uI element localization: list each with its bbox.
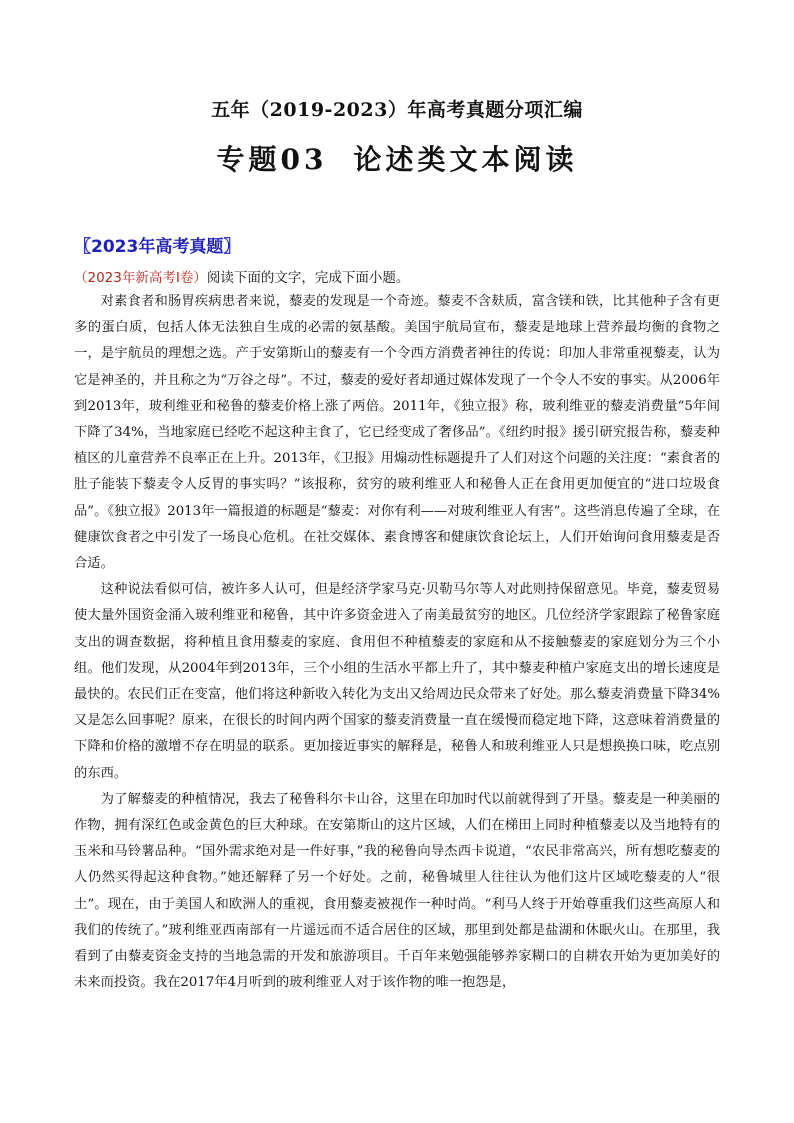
subtitle-topic: 论述类文本阅读 [353, 143, 578, 176]
question-instruction: 阅读下面的文字，完成下面小题。 [206, 270, 410, 286]
section-heading: 〖2023年高考真题〗 [74, 237, 241, 257]
reading-passage [74, 289, 720, 996]
page-subtitle [0, 138, 794, 178]
question-source: （2023年新高考Ⅰ卷） [74, 270, 207, 286]
page-title: 五年（2019-2023）年高考真题分项汇编 [211, 99, 583, 121]
subtitle-prefix: 专题 [216, 143, 281, 176]
question-intro [74, 266, 409, 286]
subtitle-number: 03 [280, 143, 328, 176]
paragraph-1: 对素食者和肠胃疾病患者来说，藜麦的发现是一个奇迹。藜麦不含麸质，富含镁和铁，比其他种子含有更多的蛋白质，包括人体无法独自生成的必需的氨基酸。美国宇航局宣布，藜麦是地球上营养最均衡的食物之一，是宇航员的理想之选。产于安第斯山的藜麦有一个令西方消费者神往的传说：印加人非常重视藜麦，认为它是神圣的，并且称之为“万谷之母”。不过，藜麦的爱好者却通过媒体发现了一个令人不安的事实。从2006年到2013年，玻利维亚和秘鲁的藜麦价格上涨了两倍。2011年，《独立报》称，玻利维亚的藜麦消费量“5年间下降了34%，当地家庭已经吃不起这种主食了，它已经变成了奢侈品”。《纽约时报》援引研究报告称，藜麦种植区的儿童营养不良率正在上升。2013年，《卫报》用煽动性标题提升了人们对这个问题的关注度：“素食者的肚子能装下藜麦令人反胃的事实吗？”该报称，贫穷的玻利维亚人和秘鲁人正在食用更加便宜的“进口垃圾食品”。《独立报》2013年一篇报道的标题是“藜麦：对你有利——对玻利维亚人有害”。这些消息传遍了全球，在健康饮食者之中引发了一场良心危机。在社交媒体、素食博客和健康饮食论坛上，人们开始询问食用藜麦是否合适。 [74, 294, 720, 572]
paragraph-3: 为了解藜麦的种植情况，我去了秘鲁科尔卡山谷，这里在印加时代以前就得到了开垦。藜麦是一种美丽的作物，拥有深红色或金黄色的巨大种球。在安第斯山的这片区域，人们在梯田上同时种植藜麦以及当地特有的玉米和马铃薯品种。“国外需求绝对是一件好事，”我的秘鲁向导杰西卡说道，“农民非常高兴，所有想吃藜麦的人仍然买得起这种食物。”她还解释了另一个好处。之前，秘鲁城里人往往认为他们这片区域吃藜麦的人“很土”。现在，由于美国人和欧洲人的重视，食用藜麦被视作一种时尚。“利马人终于开始尊重我们这些高原人和我们的传统了。”玻利维亚西南部有一片遥远而不适合居住的区域，那里到处都是盐湖和休眠火山。在那里，我看到了由藜麦资金支持的当地急需的开发和旅游项目。千百年来勉强能够养家糊口的自耕农开始为更加美好的未来而投资。我在2017年4月听到的玻利维亚人对于该作物的唯一抱怨是， [74, 791, 720, 991]
paragraph-2: 这种说法看似可信，被许多人认可，但是经济学家马克·贝勒马尔等人对此则持保留意见。毕竟，藜麦贸易使大量外国资金涌入玻利维亚和秘鲁，其中许多资金进入了南美最贫穷的地区。几位经济学家跟踪了秘鲁家庭支出的调查数据，将种植且食用藜麦的家庭、食用但不种植藜麦的家庭和从不接触藜麦的家庭划分为三个小组。他们发现，从2004年到2013年，三个小组的生活水平都上升了，其中藜麦种植户家庭支出的增长速度是最快的。农民们正在变富，他们将这种新收入转化为支出又给周边民众带来了好处。那么藜麦消费量下降34%又是怎么回事呢？原来，在很长的时间内两个国家的藜麦消费量一直在缓慢而稳定地下降，这意味着消费量的下降和价格的激增不存在明显的联系。更加接近事实的解释是，秘鲁人和玻利维亚人只是想换换口味，吃点别的东西。 [74, 582, 720, 781]
